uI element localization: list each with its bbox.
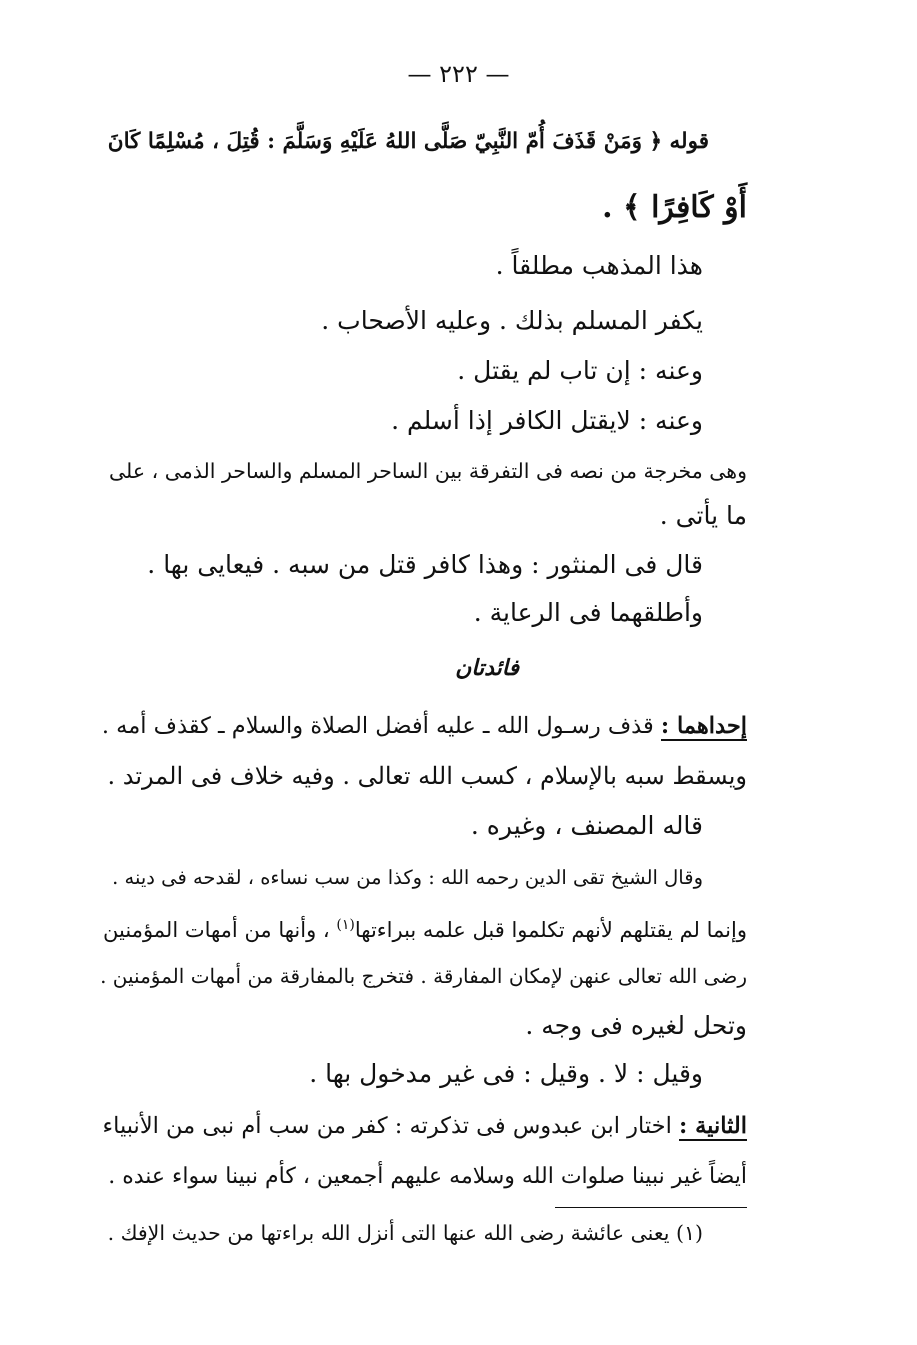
first-lead: إحداهما :	[660, 713, 747, 739]
text-line-13: رضى الله تعالى عنهن لإمكان المفارقة . فتخرج بالمفارقة من أمهات المؤمنين .	[100, 964, 747, 988]
quote-line-1: قوله ﴿ وَمَنْ قَذَفَ أُمّ النَّبِيّ صَلَّى اللهُ عَلَيْهِ وَسَلَّمَ : قُتِلَ ، مُسْلِمًا كَانَ	[107, 129, 709, 154]
text-line-10: قاله المصنف ، وغيره .	[470, 811, 703, 840]
quote-line-2: أَوْ كَافِرًا ﴾ .	[602, 190, 747, 225]
text-line-16: أيضاً غير نبينا صلوات الله وسلامه عليهم أجمعين ، كأم نبينا سواء عنده .	[108, 1164, 747, 1189]
text-line-14: وتحل لغيره فى وجه .	[525, 1011, 747, 1040]
text-line-8: وأطلقهما فى الرعاية .	[473, 598, 703, 627]
text-line-5: وهى مخرجة من نصه فى التفرقة بين الساحر المسلم والساحر الذمى ، على	[108, 459, 747, 483]
second-text: اختار ابن عبدوس فى تذكرته : كفر من سب أم نبى من الأنبياء	[102, 1113, 672, 1139]
text-line-6: ما يأتى .	[659, 501, 747, 530]
page-number: — ٢٢٢ —	[407, 60, 510, 88]
text-line-11: وقال الشيخ تقى الدين رحمه الله : وكذا من سب نساءه ، لقدحه فى دينه .	[112, 866, 703, 889]
text-line-12-end: ، وأنها من أمهات المؤمنين	[103, 918, 337, 942]
text-line-12	[103, 905, 747, 950]
text-line-2: يكفر المسلم بذلك . وعليه الأصحاب .	[321, 306, 703, 335]
first-paragraph	[102, 706, 747, 746]
text-line-4: وعنه : لايقتل الكافر إذا أسلم .	[391, 406, 703, 435]
second-lead: الثانية :	[678, 1113, 747, 1139]
text-line-3: وعنه : إن تاب لم يقتل .	[457, 356, 703, 385]
text-line-9: ويسقط سبه بالإسلام ، كسب الله تعالى . وفيه خلاف فى المرتد .	[107, 762, 747, 790]
footnote: (١) يعنى عائشة رضى الله عنها التى أنزل الله براءتها من حديث الإفك .	[107, 1221, 703, 1245]
first-text: قذف رسـول الله ـ عليه أفضل الصلاة والسلام ـ كقذف أمه .	[101, 713, 654, 739]
section-heading: فائدتان	[455, 655, 519, 681]
footnote-divider	[555, 1207, 747, 1208]
second-paragraph	[103, 1106, 747, 1146]
footnote-ref[interactable]: (١)	[336, 917, 355, 933]
text-line-1: هذا المذهب مطلقاً .	[495, 251, 703, 280]
text-line-7: قال فى المنثور : وهذا كافر قتل من سبه . فيعايى بها .	[147, 550, 703, 579]
text-line-12-start: وإنما لم يقتلهم لأنهم تكلموا قبل علمه ببراءتها	[354, 918, 747, 942]
text-line-15: وقيل : لا . وقيل : فى غير مدخول بها .	[309, 1059, 703, 1088]
